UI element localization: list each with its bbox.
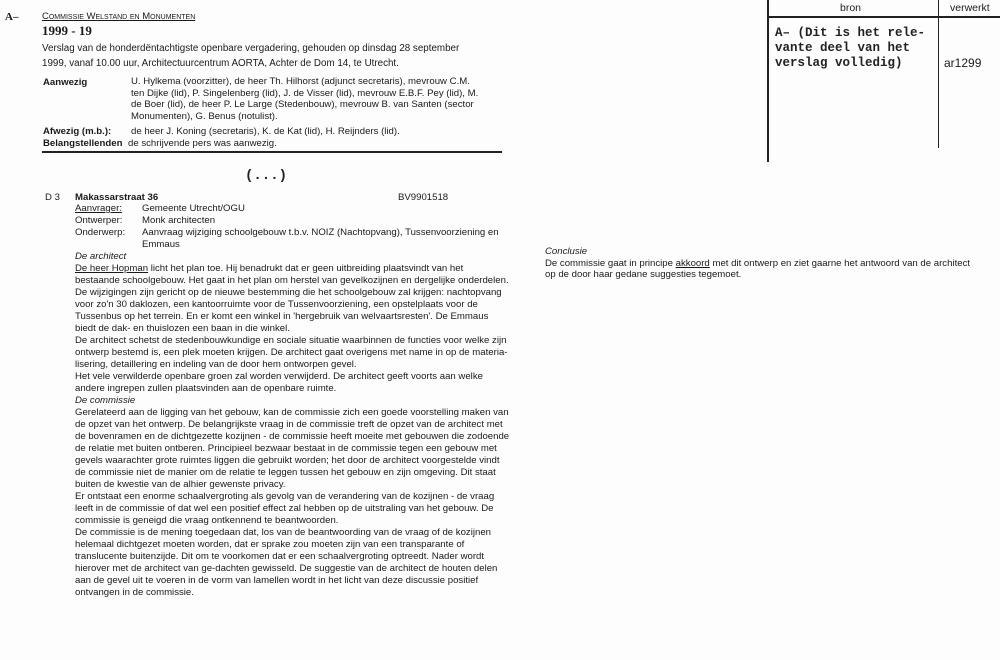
body-line: De wijzigingen zijn gericht op de nieuwe bestemming die het schoolgebouw zal krijgen: nachtopvang (75, 287, 502, 298)
body-line: lisering, detaillering en indeling van de door hem ontworpen gevel. (75, 359, 357, 370)
body-line: aan de gevel uit te voeren in de vorm van lamellen wordt in het licht van deze discussie positief (75, 575, 479, 586)
body-line: licht het plan toe. Hij benadrukt dat er geen uitbreiding plaatsvindt van het (148, 263, 464, 274)
architect-name: De heer Hopman (75, 263, 149, 274)
table-header-rule (767, 16, 1000, 18)
present-line: U. Hylkema (voorzitter), de heer Th. Hilhorst (adjunct secretaris), mevrouw C.M. (131, 76, 470, 87)
table-border-left (767, 0, 769, 162)
conclusion-text: met dit ontwerp en ziet gaarne het antwoord van de architect (709, 257, 971, 269)
present-list (131, 76, 478, 123)
body-line: andere ingrepen zullen plaatsvinden aan de openbare ruimte. (75, 383, 337, 394)
body-line: Er ontstaat een enorme schaalvergroting als gevolg van de verandering van de kozijnen - de vraag (75, 491, 495, 502)
column-header-processed: verwerkt (950, 2, 990, 14)
conclusion-text: De commissie gaat in principe (545, 257, 676, 269)
body-line: helemaal dichtgezet moeten worden, dat er sprake zou moeten zijn van een transparante of (75, 539, 465, 550)
body-line: voor zo'n 30 daklozen, een kantoorruimte voor de Tussenvoorziening, een opstelplaats voor de (75, 299, 478, 310)
absent-value: de heer J. Koning (secretaris), K. de Kat (lid), H. Reijnders (lid). (131, 126, 400, 137)
item-address: Makassarstraat 36 (75, 192, 159, 203)
body-line: buiten de kwestie van de alhier gewenste privacy. (75, 479, 286, 490)
body-line: de bovenramen en de dichtgezette kozijnen - de commissie heeft moeite met gebouwen die zodoende (75, 431, 510, 442)
conclusion (545, 246, 970, 281)
conclusion-heading: Conclusie (545, 246, 588, 257)
body-line: commissie is geneigd die vraag ontkennend te beantwoorden. (75, 515, 339, 526)
body-line: gevels waarachter grote ruimtes liggen die gebruikt worden; het door de architect voorgestelde vindt (75, 455, 500, 466)
source-line: A– (Dit is het rele- (775, 26, 926, 40)
interested-label: Belangstellenden (43, 138, 123, 149)
body-line: translucente buitenzijde. Dit om te voorkomen dat er een schaalvergroting optreedt. Nader wordt (75, 551, 485, 562)
field-value: Aanvraag wijziging schoolgebouw t.b.v. NOIZ (Nachtopvang), Tussenvoorziening en (142, 227, 499, 238)
body-line: de commissie niet de manier om de relatie te leggen tussen het gebouw en zijn omgeving. Dit staat (75, 467, 496, 478)
present-label: Aanwezig (43, 77, 88, 88)
field-label: Onderwerp: (75, 227, 126, 238)
absent-label: Afwezig (m.b.): (43, 126, 112, 137)
meeting-intro (42, 43, 459, 69)
body-line: ontwerp bestemd is, een plek moeten krijgen. De architect gaat overigens met name in op de materia- (75, 347, 508, 358)
architect-heading: De architect (75, 251, 127, 262)
item-fields (75, 203, 499, 251)
body-line: biedt de dak- en thuislozen een baan in die winkel. (75, 323, 290, 334)
field-value: Monk architecten (142, 215, 216, 226)
source-line: vante deel van het (775, 41, 911, 55)
processed-code: ar1299 (944, 56, 982, 70)
table-column-divider (938, 0, 939, 148)
body-line: De architect schetst de stedenbouwkundige en sociale situatie waarbinnen de functies voor welke zijn (75, 335, 507, 346)
body-line: Gerelateerd aan de ligging van het gebouw, kan de commissie zich een goede voorstelling maken van (75, 407, 509, 418)
body-line: Tussenbus op het terrein. En er komt een winkel in 'hergebruik van welvaartsresten'. De Emmaus (75, 311, 489, 322)
body-line: bestaande schoolgebouw. Het gaat in het plan om herstel van gevelkozijnen en dergelijke onderdelen. (75, 275, 509, 286)
body-line: De commissie is de mening toegedaan dat, los van de beantwoording van de vraag of de kozijnen (75, 527, 491, 538)
meeting-number: 1999 - 19 (42, 23, 92, 38)
item-code: D 3 (45, 192, 60, 203)
body-line: de relatie met buiten ontberen. Principieel bezwaar bestaat in de commissie tegen een gebouw met (75, 443, 497, 454)
intro-line: Verslag van de honderdëntachtigste openbare vergadering, gehouden op dinsdag 28 september (42, 43, 460, 54)
present-line: de Boer (lid), de heer P. Le Large (Stedenbouw), mevrouw B. van Santen (sector (131, 99, 474, 111)
header-rule (42, 151, 502, 153)
source-line: verslag volledig) (775, 56, 903, 70)
present-line: ten Dijke (lid), P. Singelenberg (lid), J. de Visser (lid), mevrouw E.B.F. Pey (lid), M. (131, 87, 479, 99)
item-reference: BV9901518 (398, 192, 449, 203)
margin-mark: A– (5, 11, 19, 23)
present-line: Monumenten), G. Benus (notulist). (131, 111, 278, 123)
body-line: de opzet van het ontwerp. De belangrijkste vraag in de commissie treft de opzet van de architect met (75, 419, 503, 430)
interested-value: de schrijvende pers was aanwezig. (128, 138, 277, 149)
omission-mark: (...) (245, 168, 288, 184)
body-line: hierover met de architect van ge-dachten gewisseld. De suggestie van de architect de houten delen (75, 563, 498, 574)
conclusion-text: op de door haar gedane suggesties tegemoet. (545, 269, 742, 281)
field-label: Aanvrager: (75, 203, 122, 214)
body-line: leeft in de commissie of dat wel een positief effect zal hebben op de uitstraling van het gebouw. De (75, 503, 494, 514)
intro-line: 1999, vanaf 10.00 uur, Architectuurcentrum AORTA, Achter de Dom 14, te Utrecht. (42, 57, 399, 69)
commission-heading: De commissie (75, 395, 136, 406)
field-value-cont: Emmaus (142, 239, 180, 250)
body-line: Het vele verwilderde openbare groen zal worden verwijderd. De architect geeft voorts aan welke (75, 371, 483, 382)
field-value: Gemeente Utrecht/OGU (142, 203, 245, 214)
commission-title: Commissie Welstand en Monumenten (42, 11, 196, 22)
column-header-source: bron (840, 2, 862, 14)
field-label: Ontwerper: (75, 215, 123, 226)
conclusion-keyword: akkoord (675, 257, 710, 269)
body-line: ontvangen in de commissie. (75, 587, 194, 598)
source-note (775, 26, 925, 71)
item-body (75, 251, 509, 599)
